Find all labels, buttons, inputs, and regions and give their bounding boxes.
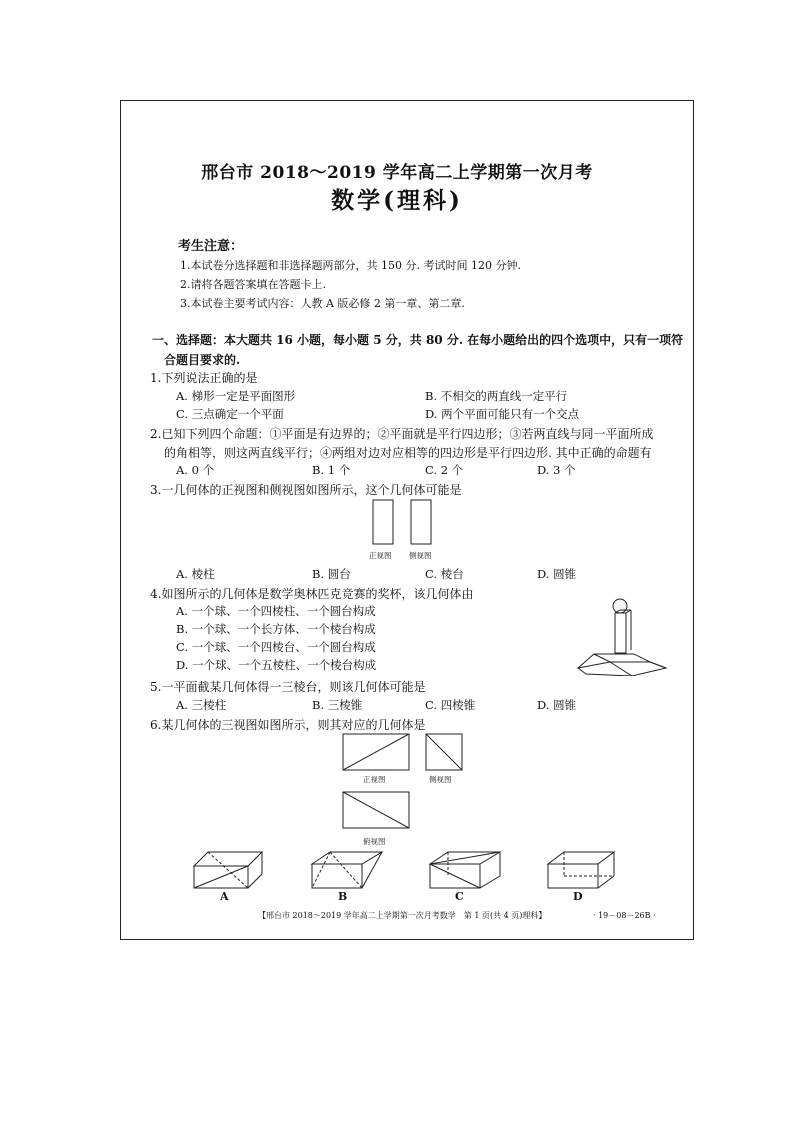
q6-solid-b: [310, 850, 384, 890]
q5-option-b: B. 三棱锥: [312, 698, 363, 712]
q6-label-d: D: [573, 890, 583, 903]
q1-option-a: A. 梯形一定是平面图形: [176, 389, 296, 403]
frustum-body: [578, 662, 666, 676]
q4-option-d: D. 一个球、一个五棱柱、一个棱台构成: [176, 658, 377, 672]
q6-stem: 6.某几何体的三视图如图所示，则其对应的几何体是: [150, 718, 426, 732]
q4-stem: 4.如图所示的几何体是数学奥林匹克竞赛的奖杯，该几何体由: [150, 587, 474, 601]
q6-label-b: B: [338, 890, 348, 903]
q4-option-a: A. 一个球、一个四棱柱、一个圆台构成: [176, 604, 376, 618]
q2-option-c: C. 2 个: [425, 463, 464, 477]
q3-option-d: D. 圆锥: [537, 567, 577, 581]
q3-caption-side: 侧视图: [409, 551, 432, 560]
q4-option-c: C. 一个球、一个四棱台、一个圆台构成: [176, 640, 376, 654]
q6-solid-a: [192, 848, 264, 890]
q1-stem: 1.下列说法正确的是: [150, 371, 258, 385]
notice-item-2: 2.请将各题答案填在答题卡上.: [180, 278, 326, 291]
q6-solid-d: [546, 850, 616, 890]
trophy-ball: [613, 599, 627, 613]
q6-caption-front: 正视图: [363, 775, 386, 784]
frustum-top: [594, 654, 650, 662]
exam-subtitle: 数学(理科): [331, 187, 463, 214]
q6-solid-c: [428, 850, 502, 890]
notice-heading: 考生注意：: [178, 239, 244, 254]
q5-stem: 5.一平面截某几何体得一三棱台，则该几何体可能是: [150, 680, 426, 694]
q3-side-view-rect: [411, 500, 431, 544]
exam-title: 邢台市 2018～2019 学年高二上学期第一次月考: [201, 163, 593, 183]
q5-option-d: D. 圆锥: [537, 698, 577, 712]
q3-front-view-rect: [373, 500, 393, 544]
q2-option-d: D. 3 个: [537, 463, 576, 477]
q5-option-c: C. 四棱锥: [425, 698, 476, 712]
trophy-figure: [572, 596, 672, 676]
q3-option-a: A. 棱柱: [176, 567, 215, 581]
q2-option-a: A. 0 个: [176, 463, 215, 477]
q3-views-figure: [365, 498, 445, 546]
notice-item-1: 1.本试卷分选择题和非选择题两部分，共 150 分. 考试时间 120 分钟.: [180, 259, 521, 272]
footer-right: · 19－08－26B ·: [593, 911, 656, 920]
footer-left: 【邢台市 2018～2019 学年高二上学期第一次月考数学 第 1 页(共 4 页)理科】: [258, 911, 547, 920]
q6-three-views-figure: [340, 730, 470, 840]
q3-option-c: C. 棱台: [425, 567, 464, 581]
q6-label-c: C: [455, 890, 464, 903]
q3-stem: 3.一几何体的正视图和侧视图如图所示，这个几何体可能是: [150, 483, 462, 497]
q4-option-b: B. 一个球、一个长方体、一个棱台构成: [176, 622, 376, 636]
q3-option-b: B. 圆台: [312, 567, 351, 581]
trophy-prism: [615, 613, 626, 653]
q3-caption-front: 正视图: [369, 551, 392, 560]
q2-stem-line2: 的角相等，则这两直线平行；④两组对边对应相等的四边形是平行四边形. 其中正确的命题有: [164, 446, 652, 460]
q2-option-b: B. 1 个: [312, 463, 351, 477]
q5-option-a: A. 三棱柱: [176, 698, 227, 712]
q6-caption-top: 俯视图: [363, 837, 386, 846]
q2-stem-line1: 2.已知下列四个命题：①平面是有边界的；②平面就是平行四边形；③若两直线与同一平面所成: [150, 427, 654, 441]
q1-option-c: C. 三点确定一个平面: [176, 407, 284, 421]
q1-option-b: B. 不相交的两直线一定平行: [425, 389, 568, 403]
section-heading-line1: 一、选择题：本大题共 16 小题，每小题 5 分，共 80 分. 在每小题给出的四个选项中，只有一项符: [152, 333, 684, 347]
q6-label-a: A: [220, 890, 229, 903]
q6-caption-side: 侧视图: [429, 775, 452, 784]
section-heading-line2: 合题目要求的.: [164, 353, 241, 367]
q1-option-d: D. 两个平面可能只有一个交点: [425, 407, 580, 421]
notice-item-3: 3.本试卷主要考试内容：人教 A 版必修 2 第一章、第二章.: [180, 297, 465, 310]
